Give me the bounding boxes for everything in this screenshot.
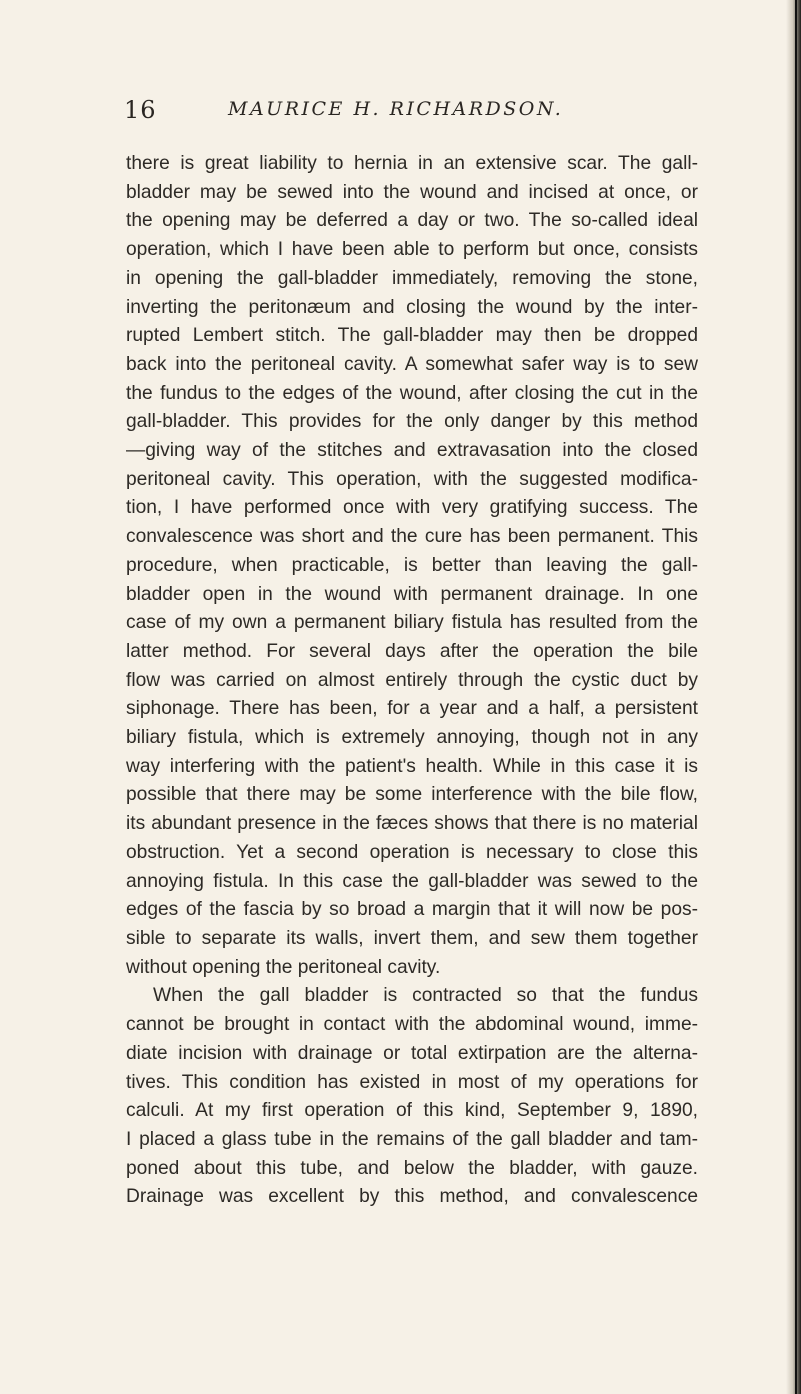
text-line: the fundus to the edges of the wound, after closing the cut in the (126, 382, 698, 404)
text-line: —giving way of the stitches and extravasation into the closed (126, 440, 698, 462)
text-line: tion, I have performed once with very gratifying success. The (126, 497, 698, 519)
text-line: procedure, when practicable, is better than leaving the gall- (126, 554, 698, 576)
text-line: When the gall bladder is contracted so that the fundus (153, 985, 698, 1007)
running-head: MAURICE H. RICHARDSON. (228, 98, 564, 120)
page-header (124, 96, 704, 130)
text-line: bladder may be sewed into the wound and incised at once, or (126, 181, 698, 203)
text-line: diate incision with drainage or total extirpation are the alterna- (126, 1042, 698, 1064)
page-number: 16 (124, 96, 157, 124)
text-line: I placed a glass tube in the remains of the gall bladder and tam- (126, 1128, 698, 1150)
text-line: biliary fistula, which is extremely annoying, though not in any (126, 727, 698, 749)
text-line: cannot be brought in contact with the abdominal wound, imme- (126, 1014, 698, 1036)
text-line: latter method. For several days after the operation the bile (126, 640, 698, 662)
text-line: rupted Lembert stitch. The gall-bladder may then be dropped (126, 325, 698, 347)
text-line: tives. This condition has existed in most of my operations for (126, 1071, 698, 1093)
text-line: flow was carried on almost entirely through the cystic duct by (126, 669, 698, 691)
text-line: without opening the peritoneal cavity. (126, 956, 441, 978)
text-line: its abundant presence in the fæces shows that there is no material (126, 813, 698, 835)
body-text (126, 150, 698, 1212)
text-line: gall-bladder. This provides for the only danger by this method (126, 411, 698, 433)
text-line: bladder open in the wound with permanent drainage. In one (126, 583, 698, 605)
text-line: convalescence was short and the cure has been permanent. This (126, 526, 698, 548)
page-edge-line (795, 0, 797, 1394)
text-line: edges of the fascia by so broad a margin that it will now be pos- (126, 899, 698, 921)
text-line: case of my own a permanent biliary fistula has resulted from the (126, 612, 698, 634)
text-line: back into the peritoneal cavity. A somewhat safer way is to sew (126, 353, 698, 375)
text-line: calculi. At my first operation of this kind, September 9, 1890, (126, 1100, 698, 1122)
text-line: way interfering with the patient's health. While in this case it is (126, 755, 698, 777)
text-line: annoying fistula. In this case the gall-bladder was sewed to the (126, 870, 698, 892)
page-edge-shadow (786, 0, 801, 1394)
text-line: sible to separate its walls, invert them, and sew them together (126, 927, 698, 949)
text-line: obstruction. Yet a second operation is necessary to close this (126, 841, 698, 863)
text-line: Drainage was excellent by this method, and convalescence (126, 1186, 698, 1208)
text-line: in opening the gall-bladder immediately, removing the stone, (126, 267, 698, 289)
text-line: the opening may be deferred a day or two. The so-called ideal (126, 210, 698, 232)
text-line: inverting the peritonæum and closing the wound by the inter- (126, 296, 698, 318)
text-line: operation, which I have been able to perform but once, consists (126, 239, 698, 261)
text-line: siphonage. There has been, for a year and a half, a persistent (126, 698, 698, 720)
text-line: possible that there may be some interference with the bile flow, (126, 784, 698, 806)
text-line: peritoneal cavity. This operation, with the suggested modifica- (126, 468, 698, 490)
text-line: there is great liability to hernia in an extensive scar. The gall- (126, 153, 698, 174)
text-line: poned about this tube, and below the bladder, with gauze. (126, 1157, 698, 1179)
